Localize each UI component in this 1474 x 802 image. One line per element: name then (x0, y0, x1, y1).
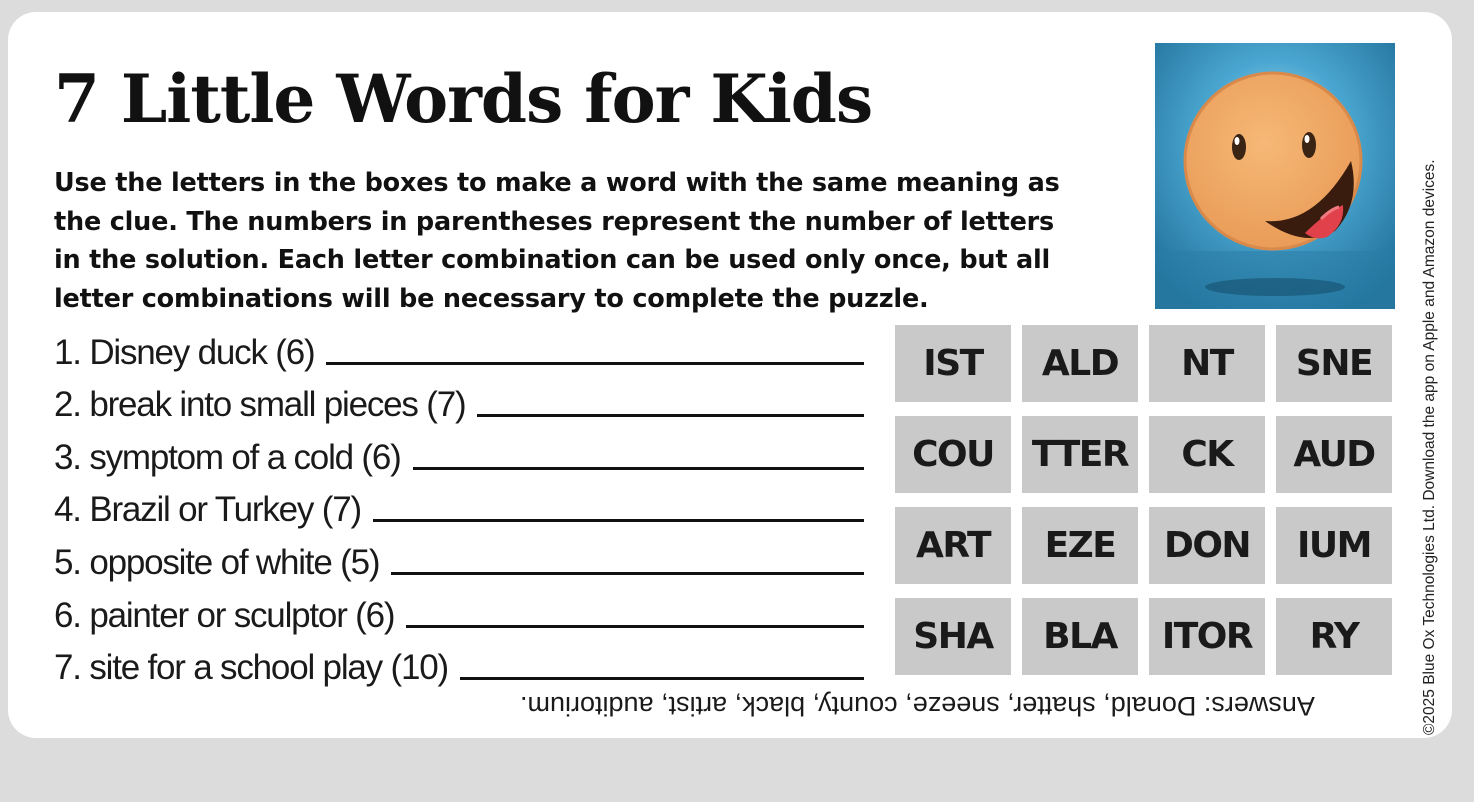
letter-tile[interactable]: ITOR (1149, 598, 1265, 675)
smiling-orange-ball-icon (1155, 43, 1395, 309)
clue-item (54, 585, 864, 638)
letter-tile[interactable]: TTER (1022, 416, 1138, 493)
letter-tile[interactable]: ALD (1022, 325, 1138, 402)
answer-blank[interactable] (326, 362, 864, 365)
letter-tile[interactable]: AUD (1276, 416, 1392, 493)
letter-tile[interactable]: IST (895, 325, 1011, 402)
upside-down-answers: Answers: Donald, shatter, sneeze, county, black, artist, auditorium. (520, 691, 1315, 721)
clue-list (54, 322, 864, 690)
letter-tile[interactable]: SNE (1276, 325, 1392, 402)
answer-blank[interactable] (460, 677, 864, 680)
answer-blank[interactable] (477, 414, 864, 417)
clue-item (54, 322, 864, 375)
clue-text: 4. Brazil or Turkey (7) (54, 490, 361, 530)
answer-blank[interactable] (391, 572, 864, 575)
answer-blank[interactable] (373, 519, 864, 522)
clue-item (54, 638, 864, 691)
page-title: 7 Little Words for Kids (54, 60, 873, 138)
clue-item (54, 532, 864, 585)
letter-tile-grid (895, 325, 1392, 675)
letter-tile[interactable]: DON (1149, 507, 1265, 584)
clue-item (54, 427, 864, 480)
letter-tile[interactable]: BLA (1022, 598, 1138, 675)
letter-tile[interactable]: IUM (1276, 507, 1392, 584)
mascot-image (1155, 43, 1395, 309)
clue-text: 3. symptom of a cold (6) (54, 437, 401, 477)
clue-text: 1. Disney duck (6) (54, 332, 315, 372)
letter-tile[interactable]: EZE (1022, 507, 1138, 584)
clue-item (54, 375, 864, 428)
letter-tile[interactable]: CK (1149, 416, 1265, 493)
answer-blank[interactable] (406, 625, 864, 628)
clue-text: 5. opposite of white (5) (54, 542, 380, 582)
answer-blank[interactable] (413, 467, 864, 470)
instructions-text: Use the letters in the boxes to make a word with the same meaning as the clue. The numbers in parentheses represent the number of letters in the solution. Each letter combination can be used only once, but all letter combinations will be necessary to complete the puzzle. (54, 168, 1060, 314)
letter-tile[interactable]: NT (1149, 325, 1265, 402)
clue-item (54, 480, 864, 533)
clue-text: 6. painter or sculptor (6) (54, 595, 395, 635)
letter-tile[interactable]: SHA (895, 598, 1011, 675)
copyright-notice: ©2025 Blue Ox Technologies Ltd. Download the app on Apple and Amazon devices. (1421, 159, 1438, 735)
clue-text: 7. site for a school play (10) (54, 648, 448, 688)
letter-tile[interactable]: RY (1276, 598, 1392, 675)
clue-text: 2. break into small pieces (7) (54, 385, 466, 425)
letter-tile[interactable]: COU (895, 416, 1011, 493)
letter-tile[interactable]: ART (895, 507, 1011, 584)
